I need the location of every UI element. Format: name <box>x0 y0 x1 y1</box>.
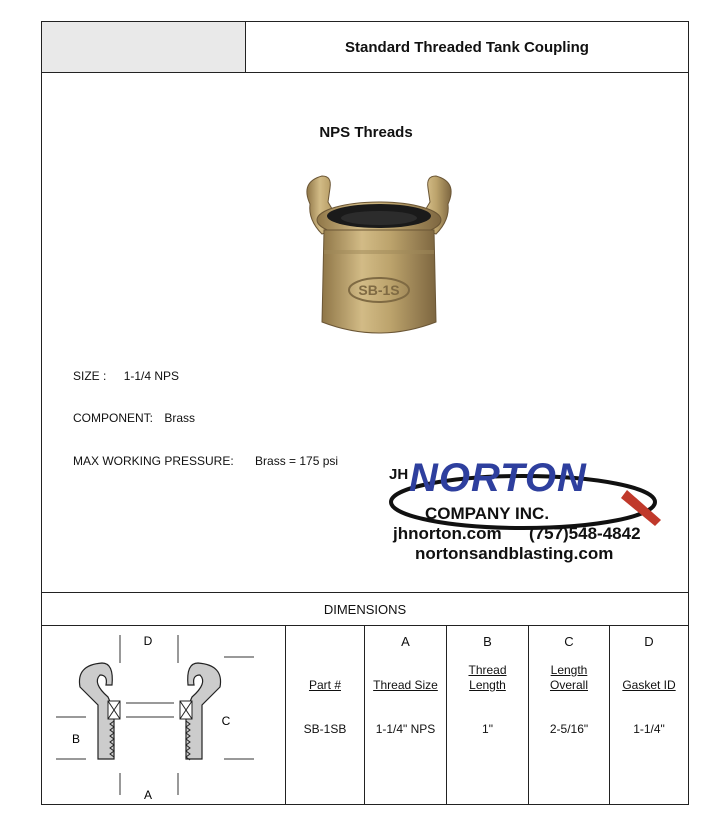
page-title: Standard Threaded Tank Coupling <box>345 38 589 56</box>
emboss-text: SB-1S <box>358 282 400 298</box>
spec-component <box>73 411 195 425</box>
drawing-label-a: A <box>143 788 153 802</box>
logo-company: COMPANY INC. <box>425 504 550 523</box>
cell-part: SB-1SB <box>303 722 347 736</box>
coupling-photo <box>270 172 488 342</box>
col-letter-b: B <box>483 634 492 649</box>
col-letter-a: A <box>401 634 410 649</box>
coupling-drawing <box>42 625 285 805</box>
dimensions-heading: DIMENSIONS <box>42 592 688 626</box>
header-thread-length-line2: Length <box>469 678 506 692</box>
spec-sheet <box>41 21 689 805</box>
logo-web: jhnorton.com <box>393 524 502 543</box>
logo-web2: nortonsandblasting.com <box>415 544 614 563</box>
header-blank-cell <box>42 22 246 72</box>
drawing-label-c: C <box>221 714 231 728</box>
header-bar <box>42 22 688 73</box>
table-divider <box>285 625 286 805</box>
logo-jh: JH <box>389 466 409 483</box>
component-value: Brass <box>164 411 196 425</box>
cell-thread-size: 1-1/4" NPS <box>375 722 436 736</box>
table-divider <box>528 625 529 805</box>
cell-length-overall: 2-5/16" <box>549 722 589 736</box>
pressure-label: MAX WORKING PRESSURE: <box>73 454 234 468</box>
header-thread-size: Thread Size <box>373 678 438 692</box>
table-divider <box>609 625 610 805</box>
col-letter-d: D <box>644 634 654 649</box>
logo-norton: NORTON <box>409 456 587 500</box>
cell-thread-length: 1" <box>482 722 493 736</box>
cell-gasket-id: 1-1/4" <box>633 722 665 736</box>
header-length-overall-line1: Length <box>550 663 588 677</box>
header-length-overall <box>529 663 609 693</box>
header-thread-length-line1: Thread <box>468 663 507 677</box>
table-divider <box>364 625 365 805</box>
header-length-overall-line2: Overall <box>549 678 588 692</box>
header-part: Part # <box>308 678 341 692</box>
header-gasket-id: Gasket ID <box>622 678 676 692</box>
drawing-label-d: D <box>143 634 153 648</box>
drawing-label-b: B <box>71 732 81 746</box>
size-value: 1-1/4 NPS <box>123 369 180 383</box>
thread-type-heading: NPS Threads <box>319 124 413 141</box>
company-logo <box>385 456 685 570</box>
logo-phone: (757)548-4842 <box>529 524 641 543</box>
spec-pressure <box>73 454 338 468</box>
size-label: SIZE : <box>73 369 107 383</box>
table-divider <box>446 625 447 805</box>
col-letter-c: C <box>564 634 574 649</box>
header-thread-length <box>447 663 528 693</box>
component-label: COMPONENT: <box>73 411 154 425</box>
pressure-value: Brass = 175 psi <box>255 454 339 468</box>
spec-size <box>73 369 179 383</box>
